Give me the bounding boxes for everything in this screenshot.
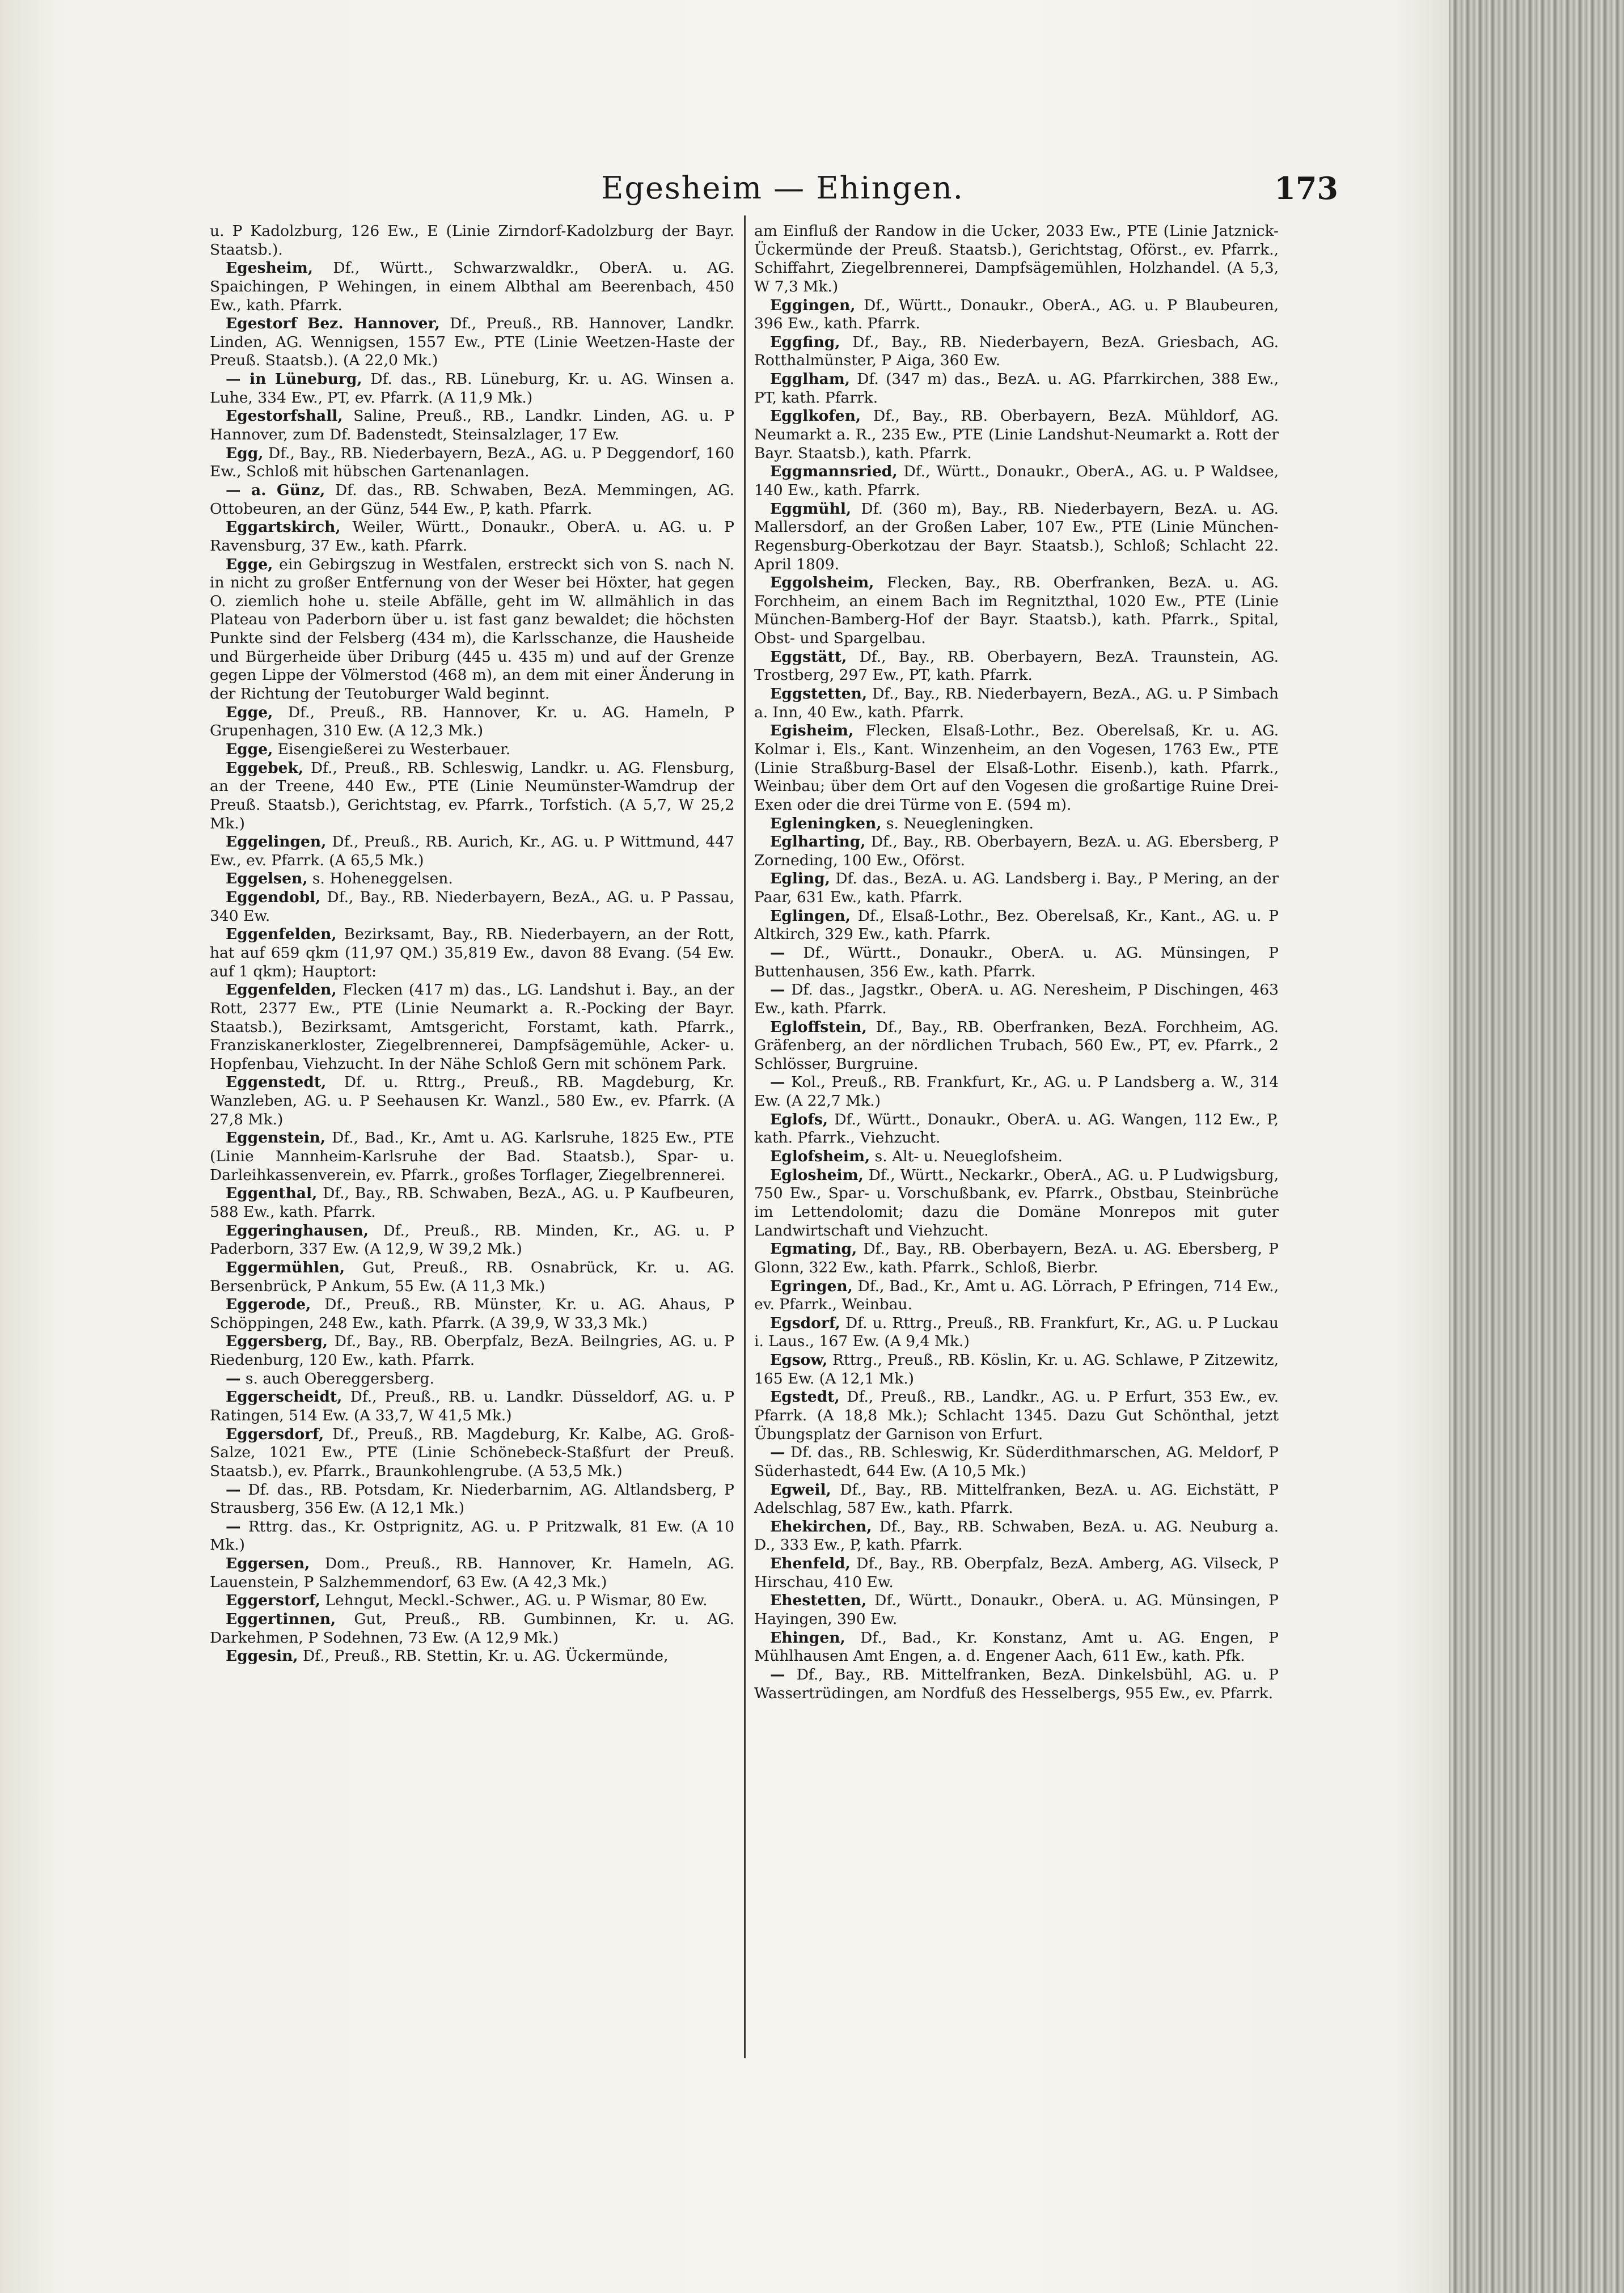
entry-text: Df. u. Rttrg., Preuß., RB. Magdeburg, Kr. Wanzleben, AG. u. P Seehausen Kr. Wanzl., 580 Ew., ev. Pfarrk. (A 27,8 Mk.) xyxy=(210,1073,734,1128)
entry-headword: Eggstätt, xyxy=(770,648,847,666)
entry-headword: Eggingen, xyxy=(770,296,856,314)
entry-headword: Eggermühlen, xyxy=(226,1258,345,1276)
dictionary-entry xyxy=(210,315,734,370)
entry-text: Kol., Preuß., RB. Frankfurt, Kr., AG. u. P Landsberg a. W., 314 Ew. (A 22,7 Mk.) xyxy=(754,1073,1279,1110)
dictionary-entry xyxy=(210,445,734,481)
dictionary-entry xyxy=(754,463,1279,500)
entry-text: Df. u. Rttrg., Preuß., RB. Frankfurt, Kr., AG. u. P Luckau i. Laus., 167 Ew. (A 9,4 Mk.) xyxy=(754,1314,1279,1351)
entry-text: Df. das., RB. Potsdam, Kr. Niederbarnim, AG. Altlandsberg, P Strausberg, 356 Ew. (A 12,1 Mk.) xyxy=(210,1480,734,1517)
dictionary-entry xyxy=(754,1518,1279,1555)
entry-headword: Eglosheim, xyxy=(770,1166,864,1184)
entry-text: Df., Bay., RB. Mittelfranken, BezA. u. AG. Eichstätt, P Adelschlag, 587 Ew., kath. Pfarrk. xyxy=(754,1480,1279,1517)
entry-text: Lehngut, Meckl.-Schwer., AG. u. P Wismar, 80 Ew. xyxy=(320,1592,708,1610)
entry-headword: Eggenfelden, xyxy=(226,925,337,944)
entry-headword: Eglofsheim, xyxy=(770,1148,870,1166)
dictionary-entry xyxy=(754,1277,1279,1314)
dictionary-entry xyxy=(210,833,734,870)
entry-text: Df., Bay., RB. Oberpfalz, BezA. Amberg, AG. Vilseck, P Hirschau, 410 Ew. xyxy=(754,1555,1279,1591)
entry-text: Df., Bay., RB. Mittelfranken, BezA. Dinkelsbühl, AG. u. P Wassertrüdingen, am Nordfuß des Hesselbergs, 955 Ew., ev. Pfarrk. xyxy=(754,1665,1279,1702)
scan-edge-shadow xyxy=(1449,0,1624,2293)
dictionary-entry xyxy=(210,1296,734,1332)
entry-headword: Eggmühl, xyxy=(770,500,852,518)
entry-text: Df., Preuß., RB. Stettin, Kr. u. AG. Ückermünde, xyxy=(298,1647,669,1665)
entry-text: u. P Kadolzburg, 126 Ew., E (Linie Zirndorf-Kadolzburg der Bayr. Staatsb.). xyxy=(210,222,734,259)
entry-text: Df., Bay., RB. Oberbayern, BezA. Traunstein, AG. Trostberg, 297 Ew., PT, kath. Pfarrk. xyxy=(754,648,1279,684)
entry-headword: Eggersen, xyxy=(226,1555,310,1573)
dictionary-entry xyxy=(754,500,1279,574)
entry-text: Df. das., Jagstkr., OberA. u. AG. Neresheim, P Dischingen, 463 Ew., kath. Pfarrk. xyxy=(754,981,1279,1017)
page-header xyxy=(227,170,1338,210)
entry-text: s. Hoheneggelsen. xyxy=(307,870,453,888)
entry-headword: Eggesin, xyxy=(226,1647,298,1665)
entry-headword: Egge, xyxy=(226,555,273,573)
entry-text: Df., Preuß., RB. Magdeburg, Kr. Kalbe, AG. Groß-Salze, 1021 Ew., PTE (Linie Schönebeck-Staßfurt der Preuß. Staatsb.), ev. Pfarrk., Braunkohlengrube. (A 53,5 Mk.) xyxy=(210,1425,734,1480)
entry-text: Flecken, Bay., RB. Oberfranken, BezA. u. AG. Forchheim, an einem Bach im Regnitzthal, 1020 Ew., PTE (Linie München-Bamberg-Hof der Bayr. Staatsb.), kath. Pfarrk., Spital, Obst- und Spargelbau. xyxy=(754,574,1279,648)
entry-headword: Egestorfshall, xyxy=(226,407,343,425)
dictionary-entry xyxy=(210,481,734,518)
entry-headword: Egringen, xyxy=(770,1277,853,1295)
entry-headword: Eggstetten, xyxy=(770,685,868,703)
entry-text: Df. das., RB. Schwaben, BezA. Memmingen, AG. Ottobeuren, an der Günz, 544 Ew., P, kath. Pfarrk. xyxy=(210,481,734,518)
entry-headword: Eggenstein, xyxy=(226,1129,325,1147)
dictionary-entry xyxy=(210,1184,734,1221)
entry-headword: Eggebek, xyxy=(226,759,304,777)
entry-text: s. auch Obereggersberg. xyxy=(240,1369,434,1387)
entry-text: Df., Bay., RB. Niederbayern, BezA., AG. u. P Passau, 340 Ew. xyxy=(210,889,734,925)
entry-headword: Egloffstein, xyxy=(770,1018,867,1036)
entry-text: Df., Preuß., RB. u. Landkr. Düsseldorf, AG. u. P Ratingen, 514 Ew. (A 33,7, W 41,5 Mk.) xyxy=(210,1388,734,1424)
entry-text: Df., Württ., Donaukr., OberA. u. AG. Münsingen, P Buttenhausen, 356 Ew., kath. Pfarrk. xyxy=(754,944,1279,980)
entry-text: Df., Bay., RB. Schwaben, BezA. u. AG. Neuburg a. D., 333 Ew., P, kath. Pfarrk. xyxy=(754,1517,1279,1554)
entry-headword: Egglkofen, xyxy=(770,407,861,425)
dictionary-entry xyxy=(210,407,734,444)
dictionary-entry xyxy=(754,815,1279,834)
entry-headword: Eggersdorf, xyxy=(226,1425,324,1443)
entry-headword: — xyxy=(770,981,785,999)
dictionary-entry xyxy=(754,722,1279,814)
entry-text: Df., Bad., Kr., Amt u. AG. Karlsruhe, 1825 Ew., PTE (Linie Mannheim-Karlsruhe der Bad. Staatsb.), Spar- u. Darleihkassenverein, ev. Pfarrk., großes Torflager, Ziegelbrennerei. xyxy=(210,1129,734,1184)
entry-text: Gut, Preuß., RB. Gumbinnen, Kr. u. AG. Darkehmen, P Sodehnen, 73 Ew. (A 12,9 Mk.) xyxy=(210,1610,734,1647)
entry-headword: Egg, xyxy=(226,444,264,462)
dictionary-entry xyxy=(754,1481,1279,1518)
entry-headword: Egge, xyxy=(226,740,273,758)
entry-text: Df. das., RB. Lüneburg, Kr. u. AG. Winsen a. Luhe, 334 Ew., PT, ev. Pfarrk. (A 11,9 Mk.) xyxy=(210,370,734,407)
entry-text: Saline, Preuß., RB., Landkr. Linden, AG. u. P Hannover, zum Df. Badenstedt, Steinsalzlager, 17 Ew. xyxy=(210,407,734,444)
dictionary-entry xyxy=(210,1222,734,1259)
entry-headword: Egsow, xyxy=(770,1351,828,1369)
dictionary-entry xyxy=(754,297,1279,333)
dictionary-entry xyxy=(754,222,1279,297)
entry-text: Df., Bay., RB. Schwaben, BezA., AG. u. P Kaufbeuren, 588 Ew., kath. Pfarrk. xyxy=(210,1184,734,1221)
dictionary-entry xyxy=(754,333,1279,370)
entry-text: Df. (360 m), Bay., RB. Niederbayern, BezA. u. AG. Mallersdorf, an der Großen Laber, 107 Ew., PTE (Linie München-Regensburg-Oberkotzau der Bayr. Staatsb.), Schloß; Schlacht 22. April 1809. xyxy=(754,500,1279,573)
entry-text: Df., Württ., Schwarzwaldkr., OberA. u. AG. Spaichingen, P Wehingen, in einem Albthal am Beerenbach, 450 Ew., kath. Pfarrk. xyxy=(210,259,734,314)
dictionary-entry xyxy=(210,1647,734,1666)
entry-text: Flecken, Elsaß-Lothr., Bez. Oberelsaß, Kr. u. AG. Kolmar i. Els., Kant. Winzenheim, an den Vogesen, 1763 Ew., PTE (Linie Straßburg-Basel der Elsaß-Lothr. Eisenb.), kath. Pfarrk., Weinbau; über dem Ort auf den Vogesen die großartige Ruine Drei-Exen oder die drei Türme von E. (594 m). xyxy=(754,722,1279,814)
entry-text: Df., Preuß., RB. Münster, Kr. u. AG. Ahaus, P Schöppingen, 248 Ew., kath. Pfarrk. (A 39,9, W 33,3 Mk.) xyxy=(210,1296,734,1332)
dictionary-entry xyxy=(210,1388,734,1425)
dictionary-entry xyxy=(210,1073,734,1129)
right-column xyxy=(754,222,1279,1703)
entry-text: Gut, Preuß., RB. Osnabrück, Kr. u. AG. Bersenbrück, P Ankum, 55 Ew. (A 11,3 Mk.) xyxy=(210,1258,734,1295)
dictionary-entry xyxy=(754,1018,1279,1074)
dictionary-entry xyxy=(210,1518,734,1555)
dictionary-entry xyxy=(210,259,734,315)
dictionary-entry xyxy=(754,981,1279,1018)
entry-text: Dom., Preuß., RB. Hannover, Kr. Hameln, AG. Lauenstein, P Salzhemmendorf, 63 Ew. (A 42,3 Mk.) xyxy=(210,1555,734,1591)
entry-headword: Eggerscheidt, xyxy=(226,1388,342,1406)
entry-headword: — xyxy=(770,944,785,962)
entry-headword: Egmating, xyxy=(770,1240,857,1258)
entry-text: Df., Württ., Donaukr., OberA. u. AG. Münsingen, P Hayingen, 390 Ew. xyxy=(754,1592,1279,1628)
entry-text: Weiler, Württ., Donaukr., OberA. u. AG. u. P Ravensburg, 37 Ew., kath. Pfarrk. xyxy=(210,518,734,555)
entry-text: Df., Elsaß-Lothr., Bez. Oberelsaß, Kr., Kant., AG. u. P Altkirch, 329 Ew., kath. Pfarrk. xyxy=(754,907,1279,944)
entry-headword: Eggenstedt, xyxy=(226,1073,327,1091)
entry-text: Df., Württ., Donaukr., OberA., AG. u. P Blaubeuren, 396 Ew., kath. Pfarrk. xyxy=(754,296,1279,333)
entry-headword: Eggelingen, xyxy=(226,833,327,851)
entry-headword: Eglofs, xyxy=(770,1110,828,1128)
entry-text: s. Alt- u. Neueglofsheim. xyxy=(870,1148,1063,1166)
entry-headword: Eggelsen, xyxy=(226,870,308,888)
entry-text: Df., Württ., Neckarkr., OberA., AG. u. P Ludwigsburg, 750 Ew., Spar- u. Vorschußbank, ev. Pfarrk., Obstbau, Steinbrüche im Lettendolomit; dazu die Domäne Monrepos mit guter Landwirtschaft und Viehzucht. xyxy=(754,1166,1279,1239)
entry-headword: Egisheim, xyxy=(770,722,854,740)
entry-headword: Ehestetten, xyxy=(770,1592,867,1610)
dictionary-entry xyxy=(754,1166,1279,1241)
entry-text: Rttrg. das., Kr. Ostprignitz, AG. u. P Pritzwalk, 81 Ew. (A 10 Mk.) xyxy=(210,1517,734,1554)
dictionary-entry xyxy=(754,407,1279,463)
dictionary-entry xyxy=(210,222,734,259)
entry-headword: Ehingen, xyxy=(770,1628,845,1647)
dictionary-entry xyxy=(754,1444,1279,1480)
dictionary-entry xyxy=(754,1111,1279,1148)
dictionary-entry xyxy=(754,1148,1279,1166)
entry-headword: Eggendobl, xyxy=(226,889,321,907)
dictionary-entry xyxy=(754,1555,1279,1592)
entry-text: Df., Preuß., RB. Hannover, Landkr. Linden, AG. Wennigsen, 1557 Ew., PTE (Linie Weetzen-Haste der Preuß. Staatsb.). (A 22,0 Mk.) xyxy=(210,315,734,370)
dictionary-entry xyxy=(754,833,1279,870)
dictionary-entry xyxy=(754,1592,1279,1628)
entry-headword: — xyxy=(770,1665,785,1683)
entry-text: Df., Bay., RB. Oberbayern, BezA. Mühldorf, AG. Neumarkt a. R., 235 Ew., PTE (Linie Landshut-Neumarkt a. Rott der Bayr. Staatsb.), kath. Pfarrk. xyxy=(754,407,1279,462)
entry-headword: Egleningken, xyxy=(770,814,882,832)
entry-headword: — xyxy=(770,1444,785,1462)
entry-headword: Eggerode, xyxy=(226,1296,311,1314)
entry-headword: Eggeringhausen, xyxy=(226,1221,369,1239)
entry-headword: Eggolsheim, xyxy=(770,574,874,592)
dictionary-entry xyxy=(754,1073,1279,1110)
dictionary-entry xyxy=(754,1388,1279,1444)
entry-headword: Eggertinnen, xyxy=(226,1610,336,1628)
dictionary-entry xyxy=(210,1481,734,1518)
entry-headword: Egge, xyxy=(226,703,273,721)
dictionary-entry xyxy=(754,1314,1279,1351)
entry-headword: Egestorf Bez. Hannover, xyxy=(226,315,440,333)
entry-text: Df., Bay., RB. Oberfranken, BezA. Forchheim, AG. Gräfenberg, an der nördlichen Trubach, 560 Ew., PT, ev. Pfarrk., 2 Schlösser, Burgruine. xyxy=(754,1018,1279,1073)
entry-headword: Egling, xyxy=(770,870,830,888)
dictionary-entry xyxy=(210,556,734,704)
entry-text: Df., Bay., RB. Niederbayern, BezA., AG. u. P Simbach a. Inn, 40 Ew., kath. Pfarrk. xyxy=(754,685,1279,721)
entry-headword: Eggenthal, xyxy=(226,1184,318,1203)
entry-text: s. Neuegleningken. xyxy=(881,814,1034,832)
dictionary-entry xyxy=(210,1610,734,1647)
dictionary-entry xyxy=(754,574,1279,648)
dictionary-entry xyxy=(210,1425,734,1481)
entry-text: Df., Preuß., RB., Landkr., AG. u. P Erfurt, 353 Ew., ev. Pfarrk. (A 18,8 Mk.); Schlacht 1345. Dazu Gut Schönthal, jetzt Übungsplatz der Garnison von Erfurt. xyxy=(754,1388,1279,1443)
entry-text: Df., Bad., Kr. Konstanz, Amt u. AG. Engen, P Mühlhausen Amt Engen, a. d. Engener Aach, 611 Ew., kath. Pfk. xyxy=(754,1628,1279,1665)
entry-text: Rttrg., Preuß., RB. Köslin, Kr. u. AG. Schlawe, P Zitzewitz, 165 Ew. (A 12,1 Mk.) xyxy=(754,1351,1279,1387)
dictionary-entry xyxy=(754,944,1279,981)
entry-headword: — xyxy=(226,1369,241,1387)
entry-headword: Eggfing, xyxy=(770,333,840,351)
dictionary-entry xyxy=(754,370,1279,407)
dictionary-entry xyxy=(210,704,734,741)
dictionary-entry xyxy=(754,1351,1279,1388)
dictionary-entry xyxy=(210,370,734,407)
entry-text: Df. (347 m) das., BezA. u. AG. Pfarrkirchen, 388 Ew., PT, kath. Pfarrk. xyxy=(754,370,1279,407)
entry-text: Df., Württ., Donaukr., OberA., AG. u. P Waldsee, 140 Ew., kath. Pfarrk. xyxy=(754,463,1279,499)
entry-text: Df., Bay., RB. Oberbayern, BezA. u. AG. Ebersberg, P Glonn, 322 Ew., kath. Pfarrk., Schloß, Bierbr. xyxy=(754,1240,1279,1276)
dictionary-entry xyxy=(754,870,1279,907)
entry-text: Df., Bay., RB. Oberpfalz, BezA. Beilngries, AG. u. P Riedenburg, 120 Ew., kath. Pfarrk. xyxy=(210,1332,734,1369)
running-title: Egesheim — Ehingen. xyxy=(601,170,964,206)
entry-text: Df. das., BezA. u. AG. Landsberg i. Bay., P Mering, an der Paar, 631 Ew., kath. Pfarrk. xyxy=(754,870,1279,907)
left-column xyxy=(210,222,734,1666)
dictionary-entry xyxy=(210,518,734,555)
dictionary-entry xyxy=(210,981,734,1073)
dictionary-entry xyxy=(754,1666,1279,1703)
dictionary-entry xyxy=(754,685,1279,722)
entry-text: am Einfluß der Randow in die Ucker, 2033 Ew., PTE (Linie Jatznick-Ückermünde der Preuß. Staatsb.), Gerichtstag, Oförst., ev. Pfarrk., Schiffahrt, Ziegelbrennerei, Dampfsägemühlen, Holzhandel. (A 5,3, W 7,3 Mk.) xyxy=(754,222,1279,295)
entry-headword: Egsdorf, xyxy=(770,1314,840,1332)
entry-headword: Eggersberg, xyxy=(226,1332,328,1351)
page-number: 173 xyxy=(1274,170,1338,206)
dictionary-entry xyxy=(210,1332,734,1369)
entry-headword: Eggenfelden, xyxy=(226,981,337,999)
dictionary-entry xyxy=(754,648,1279,685)
entry-text: ein Gebirgszug in Westfalen, erstreckt sich von S. nach N. in nicht zu großer Entfernung von der Weser bei Höxter, hat gegen O. ziemlich hohe u. steile Abfälle, geht im W. allmählich in das Plateau von Paderborn über u. ist fast ganz bewaldet; die höchsten Punkte sind der Felsberg (434 m), die Karlsschanze, die Hausheide und Bürgerheide über Driburg (445 u. 435 m) und auf der Grenze gegen Lippe der Völmerstod (468 m), an dem mit einer Änderung in der Richtung der Teutoburger Wald beginnt. xyxy=(210,555,734,703)
dictionary-entry xyxy=(754,1629,1279,1666)
entry-text: Bezirksamt, Bay., RB. Niederbayern, an der Rott, hat auf 659 qkm (11,97 QM.) 35,819 Ew., davon 88 Evang. (54 Ew. auf 1 qkm); Hauptort: xyxy=(210,925,734,980)
dictionary-entry xyxy=(210,1370,734,1389)
entry-headword: — xyxy=(226,1517,241,1535)
entry-text: Df., Bay., RB. Niederbayern, BezA. Griesbach, AG. Rotthalmünster, P Aiga, 360 Ew. xyxy=(754,333,1279,370)
entry-headword: Ehekirchen, xyxy=(770,1517,872,1535)
entry-text: Df., Bay., RB. Oberbayern, BezA. u. AG. Ebersberg, P Zorneding, 100 Ew., Oförst. xyxy=(754,833,1279,869)
dictionary-entry xyxy=(210,1129,734,1184)
entry-headword: Egweil, xyxy=(770,1480,831,1499)
entry-headword: — a. Günz, xyxy=(226,481,325,499)
entry-text: Df., Preuß., RB. Minden, Kr., AG. u. P Paderborn, 337 Ew. (A 12,9, W 39,2 Mk.) xyxy=(210,1221,734,1258)
dictionary-entry xyxy=(210,870,734,889)
dictionary-entry xyxy=(210,1592,734,1610)
entry-headword: Ehenfeld, xyxy=(770,1555,851,1573)
dictionary-entry xyxy=(210,1259,734,1296)
entry-text: Eisengießerei zu Westerbauer. xyxy=(273,740,511,758)
entry-headword: — in Lüneburg, xyxy=(226,370,362,388)
entry-headword: Eglharting, xyxy=(770,833,866,851)
entry-headword: — xyxy=(226,1480,241,1499)
dictionary-entry xyxy=(210,759,734,834)
entry-headword: Eggmannsried, xyxy=(770,463,898,481)
entry-headword: Egesheim, xyxy=(226,259,313,277)
entry-text: Df., Bad., Kr., Amt u. AG. Lörrach, P Efringen, 714 Ew., ev. Pfarrk., Weinbau. xyxy=(754,1277,1279,1314)
entry-text: Df., Bay., RB. Niederbayern, BezA., AG. u. P Deggendorf, 160 Ew., Schloß mit hübschen Gartenanlagen. xyxy=(210,444,734,481)
entry-headword: Egglham, xyxy=(770,370,851,388)
entry-headword: Eggerstorf, xyxy=(226,1592,320,1610)
entry-text: Df., Preuß., RB. Schleswig, Landkr. u. AG. Flensburg, an der Treene, 440 Ew., PTE (Linie Neumünster-Wamdrup der Preuß. Staatsb.), Gerichtstag, ev. Pfarrk., Torfstich. (A 5,7, W 25,2 Mk.) xyxy=(210,759,734,832)
entry-text: Flecken (417 m) das., LG. Landshut i. Bay., an der Rott, 2377 Ew., PTE (Linie Neumarkt a. R.-Pocking der Bayr. Staatsb.), Bezirksamt, Amtsgericht, Forstamt, kath. Pfarrk., Franziskanerkloster, Ziegelbrennerei, Dampfsägemühle, Acker- u. Hopfenbau, Viehzucht. In der Nähe Schloß Gern mit schönem Park. xyxy=(210,981,734,1073)
entry-headword: Egstedt, xyxy=(770,1388,840,1406)
entry-headword: Eglingen, xyxy=(770,907,851,925)
column-divider xyxy=(744,215,746,2058)
dictionary-entry xyxy=(754,1240,1279,1277)
entry-text: Df., Preuß., RB. Hannover, Kr. u. AG. Hameln, P Grupenhagen, 310 Ew. (A 12,3 Mk.) xyxy=(210,703,734,740)
dictionary-entry xyxy=(210,889,734,925)
dictionary-entry xyxy=(210,925,734,981)
dictionary-entry xyxy=(210,741,734,759)
dictionary-entry xyxy=(210,1555,734,1592)
entry-text: Df., Preuß., RB. Aurich, Kr., AG. u. P Wittmund, 447 Ew., ev. Pfarrk. (A 65,5 Mk.) xyxy=(210,833,734,869)
entry-text: Df. das., RB. Schleswig, Kr. Süderdithmarschen, AG. Meldorf, P Süderhastedt, 644 Ew. (A 10,5 Mk.) xyxy=(754,1444,1279,1480)
entry-headword: — xyxy=(770,1073,785,1091)
entry-text: Df., Württ., Donaukr., OberA. u. AG. Wangen, 112 Ew., P, kath. Pfarrk., Viehzucht. xyxy=(754,1110,1279,1147)
entry-headword: Eggartskirch, xyxy=(226,518,341,536)
dictionary-entry xyxy=(754,907,1279,944)
